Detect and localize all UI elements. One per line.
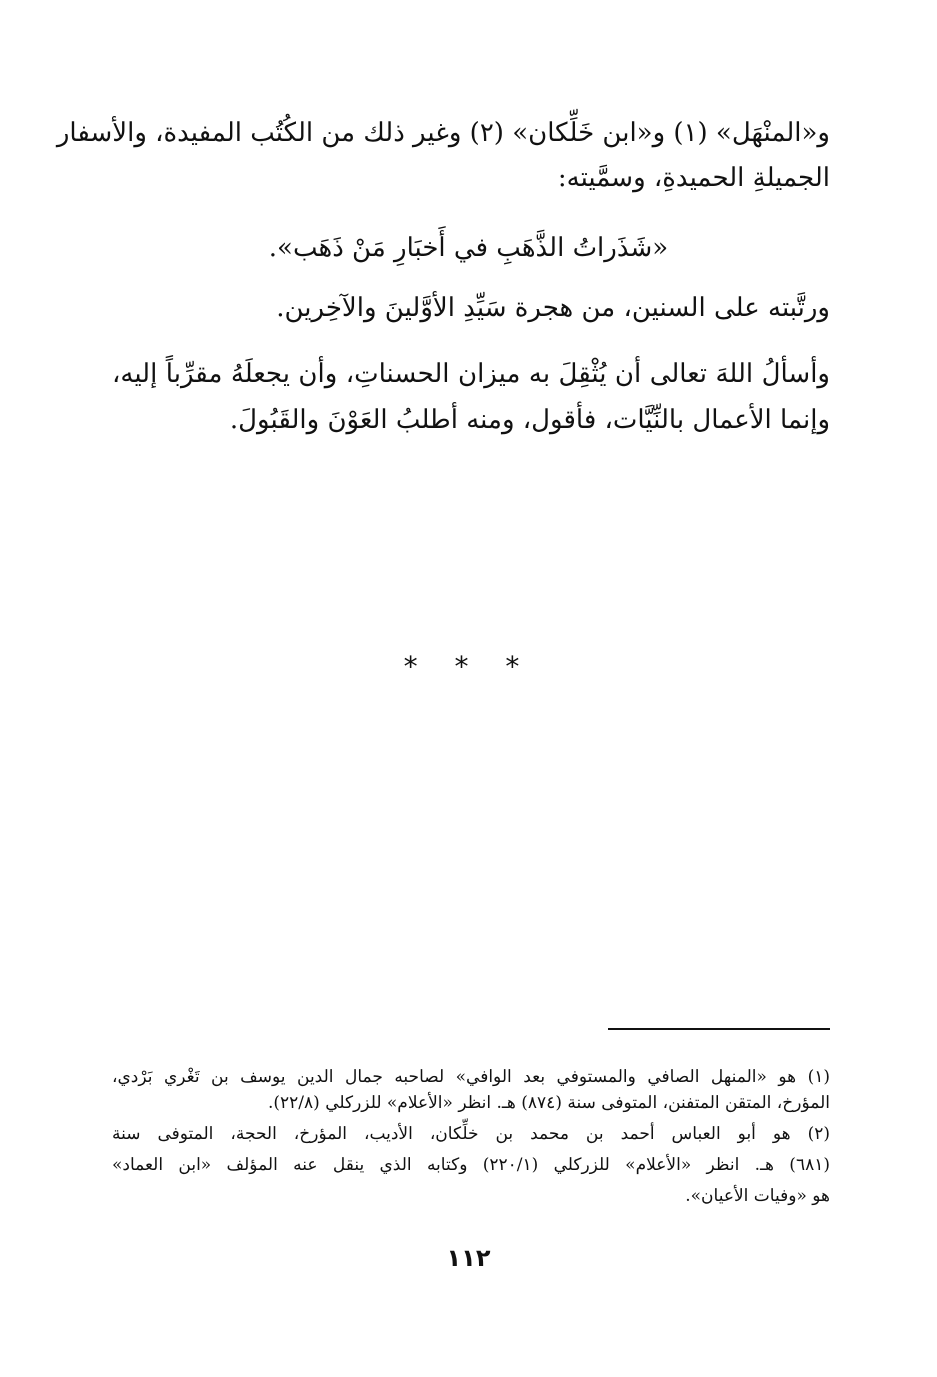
body-line-1: و«المنْهَل» (١) و«ابن خَلِّكان» (٢) وغير ذلك من الكُتُب المفيدة، والأسفار <box>56 118 830 148</box>
footnote-line-4: (٦٨١) هـ. انظر «الأعلام» للزركلي (٢٢٠/١) وكتابه الذي ينقل عنه المؤلف «ابن العماد» <box>112 1155 830 1175</box>
footnote-line-5: هو «وفيات الأعيان». <box>685 1186 830 1206</box>
body-line-6: وإنما الأعمال بالنِّيَّات، فأقول، ومنه أطلبُ العَوْنَ والقَبُولَ. <box>229 405 830 435</box>
body-line-5: وأسألُ اللهَ تعالى أن يُثْقِلَ به ميزان الحسناتِ، وأن يجعلَهُ مقرِّباً إليه، <box>112 359 830 389</box>
footnote-rule <box>608 1028 830 1030</box>
section-separator: * * * <box>403 650 534 683</box>
footnote-line-1: (١) هو «المنهل الصافي والمستوفي بعد الوافي» لصاحبه جمال الدين يوسف بن تَغْري بَرْدي، <box>112 1067 830 1087</box>
body-line-4: ورتَّبته على السنين، من هجرة سَيِّدِ الأوَّلينَ والآخِرين. <box>276 293 830 323</box>
page-number: ١١٢ <box>446 1244 491 1272</box>
footnote-line-3: (٢) هو أبو العباس أحمد بن محمد بن خلِّكان، الأديب، المؤرخ، الحجة، المتوفى سنة <box>112 1124 830 1144</box>
body-line-2: الجميلةِ الحميدةِ، وسمَّيته: <box>557 163 830 193</box>
book-title-line: «شَذَراتُ الذَّهَبِ في أَخبَارِ مَنْ ذَهَب». <box>268 233 669 263</box>
footnote-line-2: المؤرخ، المتقن المتفنن، المتوفى سنة (٨٧٤) هـ. انظر «الأعلام» للزركلي (٢٢/٨). <box>268 1093 830 1113</box>
